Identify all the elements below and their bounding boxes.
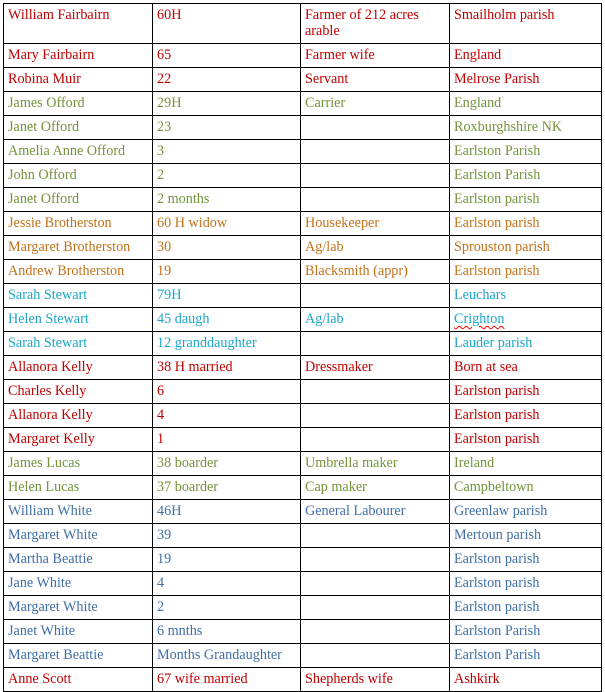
person-name-cell	[4, 572, 153, 596]
age-cell	[153, 284, 301, 308]
age-cell	[153, 668, 301, 692]
age-text: 2	[157, 599, 165, 615]
age-text: 19	[157, 263, 172, 279]
occupation-text: Ag/lab	[305, 239, 344, 255]
age-text: 65	[157, 47, 172, 63]
occupation-cell	[301, 44, 450, 68]
occupation-cell	[301, 380, 450, 404]
table-row	[4, 92, 602, 116]
age-cell	[153, 428, 301, 452]
occupation-cell	[301, 644, 450, 668]
age-cell	[153, 644, 301, 668]
age-text: 4	[157, 575, 165, 591]
person-name-cell	[4, 500, 153, 524]
occupation-text: Blacksmith (appr)	[305, 263, 408, 279]
occupation-cell	[301, 500, 450, 524]
table-row	[4, 116, 602, 140]
occupation-cell	[301, 308, 450, 332]
person-name-cell	[4, 4, 153, 44]
person-name-cell	[4, 380, 153, 404]
age-cell	[153, 332, 301, 356]
birthplace-cell	[450, 212, 602, 236]
birthplace-text: Earlston parish	[454, 407, 540, 423]
occupation-text: Shepherds wife	[305, 671, 393, 687]
person-name-cell	[4, 92, 153, 116]
birthplace-cell	[450, 308, 602, 332]
occupation-cell	[301, 188, 450, 212]
occupation-cell	[301, 332, 450, 356]
person-name-text: Andrew Brotherston	[8, 263, 125, 279]
age-cell	[153, 140, 301, 164]
table-row	[4, 164, 602, 188]
person-name-cell	[4, 404, 153, 428]
birthplace-text: Crighton	[454, 311, 505, 327]
age-text: 60H	[157, 7, 182, 23]
birthplace-cell	[450, 500, 602, 524]
person-name-cell	[4, 356, 153, 380]
person-name-cell	[4, 620, 153, 644]
birthplace-cell	[450, 188, 602, 212]
age-cell	[153, 476, 301, 500]
birthplace-cell	[450, 284, 602, 308]
occupation-text: General Labourer	[305, 503, 406, 519]
occupation-cell	[301, 404, 450, 428]
table-row	[4, 188, 602, 212]
person-name-cell	[4, 212, 153, 236]
table-row	[4, 356, 602, 380]
person-name-cell	[4, 524, 153, 548]
age-text: 2 months	[157, 191, 210, 207]
person-name-text: Martha Beattie	[8, 551, 93, 567]
table-row	[4, 212, 602, 236]
birthplace-cell	[450, 356, 602, 380]
birthplace-text: England	[454, 47, 502, 63]
age-text: 39	[157, 527, 172, 543]
age-cell	[153, 44, 301, 68]
person-name-cell	[4, 308, 153, 332]
age-text: 6	[157, 383, 165, 399]
birthplace-cell	[450, 260, 602, 284]
person-name-text: Anne Scott	[8, 671, 72, 687]
census-table	[3, 3, 602, 692]
birthplace-text: Leuchars	[454, 287, 506, 303]
occupation-text: Carrier	[305, 95, 346, 111]
occupation-cell	[301, 92, 450, 116]
person-name-text: Janet Offord	[8, 191, 80, 207]
person-name-cell	[4, 260, 153, 284]
occupation-cell	[301, 452, 450, 476]
birthplace-cell	[450, 44, 602, 68]
age-cell	[153, 212, 301, 236]
occupation-cell	[301, 428, 450, 452]
person-name-cell	[4, 164, 153, 188]
birthplace-text: Earlston parish	[454, 191, 540, 207]
age-cell	[153, 308, 301, 332]
occupation-cell	[301, 596, 450, 620]
age-text: 4	[157, 407, 165, 423]
table-row	[4, 260, 602, 284]
birthplace-text: Melrose Parish	[454, 71, 540, 87]
table-row	[4, 380, 602, 404]
person-name-cell	[4, 116, 153, 140]
occupation-cell	[301, 260, 450, 284]
age-cell	[153, 452, 301, 476]
birthplace-cell	[450, 236, 602, 260]
table-row	[4, 428, 602, 452]
birthplace-cell	[450, 4, 602, 44]
age-text: 1	[157, 431, 165, 447]
birthplace-cell	[450, 332, 602, 356]
occupation-cell	[301, 140, 450, 164]
age-text: 29H	[157, 95, 182, 111]
age-text: 67 wife married	[157, 671, 248, 687]
person-name-cell	[4, 188, 153, 212]
age-cell	[153, 524, 301, 548]
age-text: 38 H married	[157, 359, 233, 375]
age-cell	[153, 116, 301, 140]
age-cell	[153, 260, 301, 284]
birthplace-text: Earlston parish	[454, 215, 540, 231]
age-cell	[153, 356, 301, 380]
occupation-cell	[301, 164, 450, 188]
person-name-text: Charles Kelly	[8, 383, 87, 399]
person-name-text: Janet Offord	[8, 119, 80, 135]
person-name-cell	[4, 668, 153, 692]
birthplace-cell	[450, 620, 602, 644]
person-name-cell	[4, 476, 153, 500]
occupation-cell	[301, 116, 450, 140]
age-text: 23	[157, 119, 172, 135]
table-row	[4, 284, 602, 308]
age-cell	[153, 572, 301, 596]
birthplace-text: Lauder parish	[454, 335, 533, 351]
birthplace-text: Earlston parish	[454, 431, 540, 447]
birthplace-text: Earlston parish	[454, 599, 540, 615]
occupation-text: Ag/lab	[305, 311, 344, 327]
table-row	[4, 140, 602, 164]
birthplace-cell	[450, 140, 602, 164]
occupation-cell	[301, 212, 450, 236]
person-name-cell	[4, 452, 153, 476]
occupation-cell	[301, 236, 450, 260]
occupation-cell	[301, 284, 450, 308]
age-cell	[153, 500, 301, 524]
birthplace-text: Sprouston parish	[454, 239, 550, 255]
age-cell	[153, 164, 301, 188]
person-name-text: William Fairbairn	[8, 7, 110, 23]
person-name-text: Jane White	[8, 575, 72, 591]
person-name-cell	[4, 548, 153, 572]
occupation-text: Servant	[305, 71, 349, 87]
person-name-text: Allanora Kelly	[8, 359, 93, 375]
birthplace-cell	[450, 164, 602, 188]
census-table-body	[4, 4, 602, 692]
table-row	[4, 236, 602, 260]
person-name-cell	[4, 428, 153, 452]
birthplace-cell	[450, 404, 602, 428]
birthplace-cell	[450, 644, 602, 668]
person-name-text: Sarah Stewart	[8, 287, 88, 303]
birthplace-cell	[450, 452, 602, 476]
table-row	[4, 44, 602, 68]
age-text: 38 boarder	[157, 455, 219, 471]
birthplace-text: Campbeltown	[454, 479, 534, 495]
age-cell	[153, 236, 301, 260]
birthplace-text: Born at sea	[454, 359, 518, 375]
birthplace-text: England	[454, 95, 502, 111]
age-cell	[153, 188, 301, 212]
birthplace-cell	[450, 668, 602, 692]
age-text: 3	[157, 143, 165, 159]
occupation-cell	[301, 620, 450, 644]
table-row	[4, 596, 602, 620]
birthplace-cell	[450, 380, 602, 404]
person-name-text: Robina Muir	[8, 71, 81, 87]
birthplace-cell	[450, 428, 602, 452]
age-cell	[153, 4, 301, 44]
person-name-text: James Offord	[8, 95, 85, 111]
age-text: 79H	[157, 287, 182, 303]
occupation-cell	[301, 668, 450, 692]
person-name-cell	[4, 644, 153, 668]
age-cell	[153, 620, 301, 644]
age-text: 45 daugh	[157, 311, 210, 327]
birthplace-text: Earlston parish	[454, 575, 540, 591]
birthplace-cell	[450, 116, 602, 140]
table-row	[4, 548, 602, 572]
occupation-cell	[301, 476, 450, 500]
age-text: 2	[157, 167, 165, 183]
person-name-cell	[4, 140, 153, 164]
person-name-text: Allanora Kelly	[8, 407, 93, 423]
person-name-text: Margaret White	[8, 599, 98, 615]
table-row	[4, 476, 602, 500]
person-name-text: Jessie Brotherston	[8, 215, 112, 231]
age-text: 12 granddaughter	[157, 335, 257, 351]
age-cell	[153, 92, 301, 116]
birthplace-cell	[450, 524, 602, 548]
table-row	[4, 452, 602, 476]
age-cell	[153, 380, 301, 404]
birthplace-text: Earlston Parish	[454, 623, 541, 639]
person-name-text: Margaret Brotherston	[8, 239, 131, 255]
birthplace-text: Mertoun parish	[454, 527, 542, 543]
birthplace-text: Ashkirk	[454, 671, 500, 687]
person-name-text: Helen Stewart	[8, 311, 89, 327]
person-name-text: Margaret White	[8, 527, 98, 543]
birthplace-cell	[450, 596, 602, 620]
table-row	[4, 404, 602, 428]
occupation-text: Dressmaker	[305, 359, 373, 375]
age-text: 60 H widow	[157, 215, 228, 231]
occupation-cell	[301, 4, 450, 44]
table-row	[4, 68, 602, 92]
age-text: Months Grandaughter	[157, 647, 282, 663]
age-cell	[153, 404, 301, 428]
birthplace-text: Earlston parish	[454, 551, 540, 567]
person-name-text: Margaret Kelly	[8, 431, 95, 447]
table-row	[4, 572, 602, 596]
age-text: 37 boarder	[157, 479, 219, 495]
age-cell	[153, 68, 301, 92]
person-name-cell	[4, 596, 153, 620]
occupation-text: Umbrella maker	[305, 455, 398, 471]
table-row	[4, 500, 602, 524]
person-name-cell	[4, 68, 153, 92]
birthplace-text: Smailholm parish	[454, 7, 555, 23]
occupation-text: Farmer wife	[305, 47, 375, 63]
birthplace-text: Ireland	[454, 455, 495, 471]
birthplace-text: Earlston Parish	[454, 143, 541, 159]
occupation-cell	[301, 356, 450, 380]
occupation-cell	[301, 548, 450, 572]
person-name-cell	[4, 332, 153, 356]
table-row	[4, 644, 602, 668]
occupation-text: Farmer of 212 acres arable	[305, 7, 419, 39]
birthplace-cell	[450, 476, 602, 500]
birthplace-text: Earlston Parish	[454, 647, 541, 663]
birthplace-text: Earlston parish	[454, 383, 540, 399]
occupation-text: Housekeeper	[305, 215, 380, 231]
age-text: 22	[157, 71, 172, 87]
age-cell	[153, 548, 301, 572]
table-row	[4, 308, 602, 332]
birthplace-text: Earlston Parish	[454, 167, 541, 183]
person-name-cell	[4, 44, 153, 68]
person-name-text: Sarah Stewart	[8, 335, 88, 351]
age-text: 30	[157, 239, 172, 255]
person-name-text: Margaret Beattie	[8, 647, 104, 663]
person-name-text: John Offord	[8, 167, 77, 183]
person-name-cell	[4, 236, 153, 260]
table-row	[4, 332, 602, 356]
table-row	[4, 668, 602, 692]
age-text: 46H	[157, 503, 182, 519]
person-name-text: Mary Fairbairn	[8, 47, 95, 63]
birthplace-cell	[450, 68, 602, 92]
person-name-text: James Lucas	[8, 455, 81, 471]
birthplace-text: Greenlaw parish	[454, 503, 548, 519]
person-name-cell	[4, 284, 153, 308]
person-name-text: Amelia Anne Offord	[8, 143, 126, 159]
occupation-cell	[301, 572, 450, 596]
birthplace-text: Earlston parish	[454, 263, 540, 279]
occupation-text: Cap maker	[305, 479, 367, 495]
occupation-cell	[301, 68, 450, 92]
birthplace-cell	[450, 548, 602, 572]
birthplace-cell	[450, 92, 602, 116]
table-row	[4, 524, 602, 548]
age-text: 6 mnths	[157, 623, 203, 639]
person-name-text: Janet White	[8, 623, 76, 639]
birthplace-cell	[450, 572, 602, 596]
age-text: 19	[157, 551, 172, 567]
person-name-text: William White	[8, 503, 92, 519]
birthplace-text: Roxburghshire NK	[454, 119, 563, 135]
person-name-text: Helen Lucas	[8, 479, 80, 495]
table-row	[4, 620, 602, 644]
age-cell	[153, 596, 301, 620]
occupation-cell	[301, 524, 450, 548]
table-row	[4, 4, 602, 44]
